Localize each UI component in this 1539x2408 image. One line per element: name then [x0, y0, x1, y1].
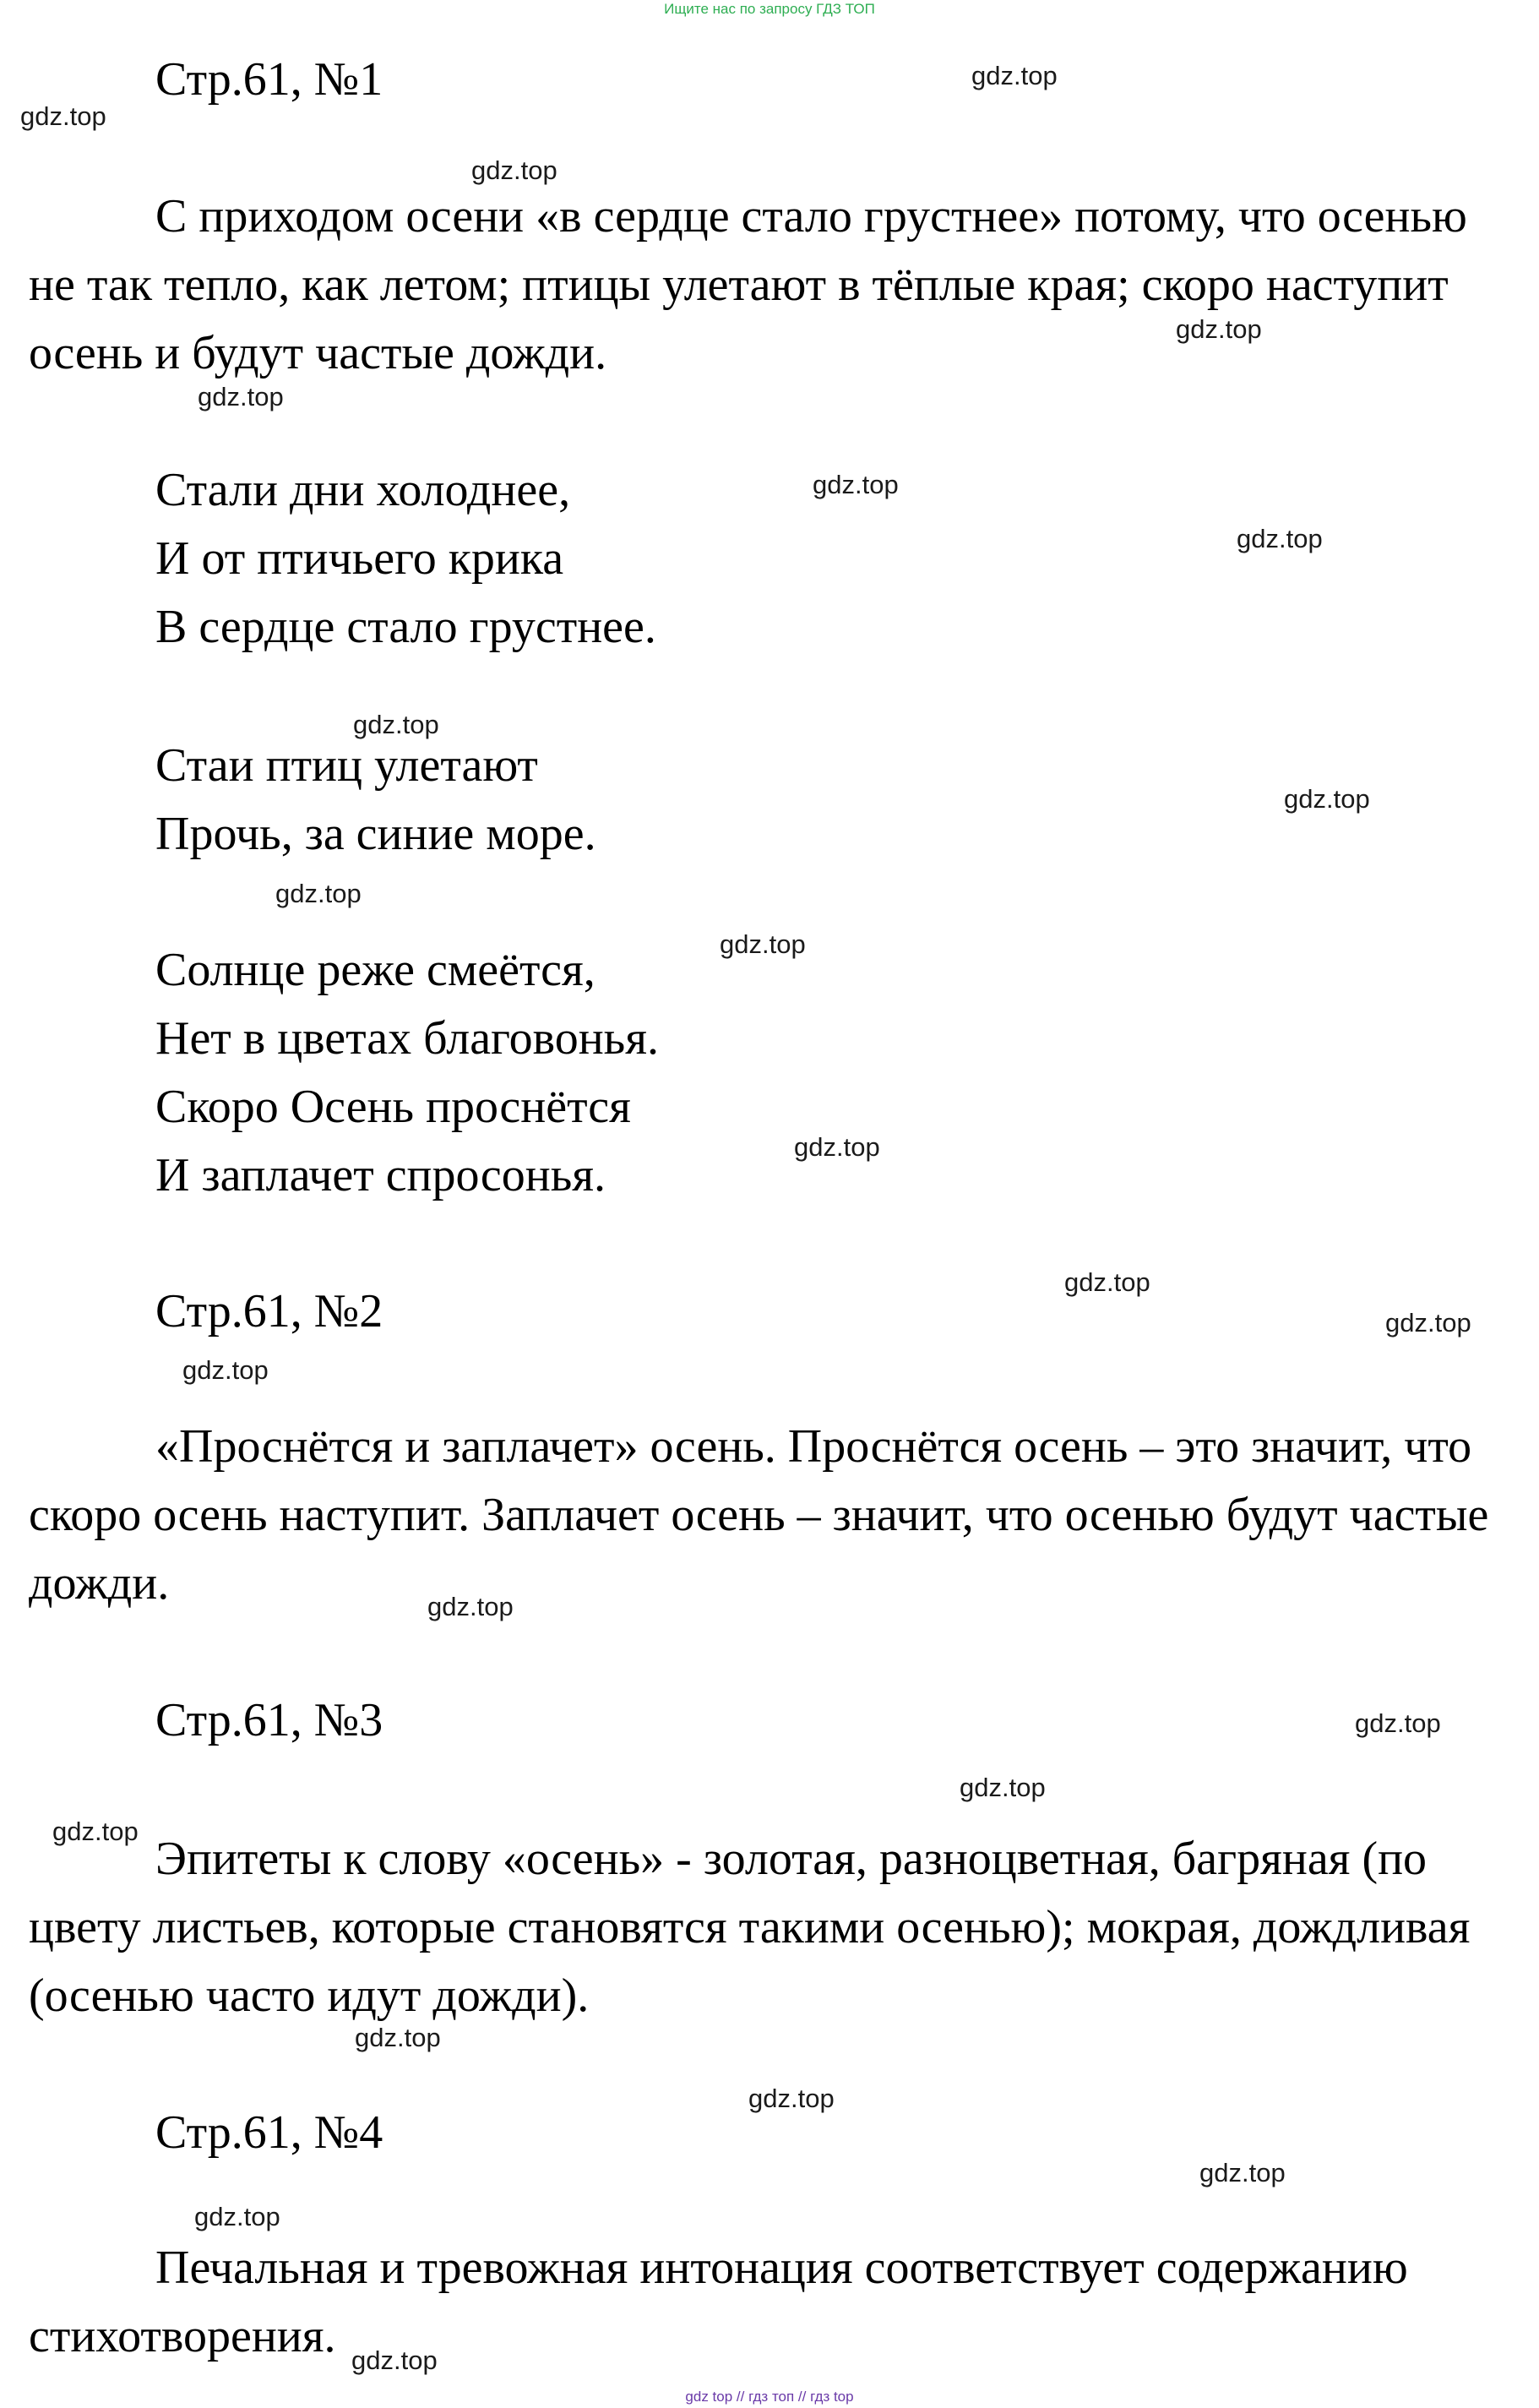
watermark: gdz.top [1199, 2158, 1286, 2187]
watermark: gdz.top [748, 2084, 835, 2113]
watermark: gdz.top [353, 710, 439, 739]
watermark: gdz.top [182, 1355, 269, 1385]
poem-line: Скоро Осень проснётся [155, 1081, 631, 1133]
watermark: gdz.top [52, 1817, 139, 1846]
section-2-heading: Стр.61, №2 [155, 1285, 383, 1337]
poem-line: Солнце реже смеётся, [155, 944, 595, 996]
poem-stanza-1 [155, 456, 656, 662]
poem-line: Стаи птиц улетают [155, 739, 538, 792]
watermark: gdz.top [960, 1773, 1046, 1802]
watermark: gdz.top [1284, 784, 1370, 814]
watermark: gdz.top [471, 155, 557, 185]
poem-line: В сердце стало грустнее. [155, 601, 656, 653]
poem-line: Нет в цветах благовонья. [155, 1012, 659, 1065]
section-3-heading: Стр.61, №3 [155, 1694, 383, 1746]
poem-stanza-2 [155, 732, 596, 869]
watermark: gdz.top [355, 2023, 441, 2052]
section-2-answer: «Проснётся и заплачет» осень. Проснётся осень – это значит, что скоро осень наступит. Заплачет осень – значит, что осенью будут частые дожди. [29, 1420, 1489, 1610]
watermark: gdz.top [1176, 314, 1262, 344]
section-1-answer: С приходом осени «в сердце стало грустнее» потому, что осенью не так тепло, как летом; птицы улетают в тёплые края; скоро наступит осень и будут частые дожди. [29, 190, 1467, 379]
footer-links[interactable]: gdz top // гдз топ // гдз top [685, 2389, 854, 2405]
watermark: gdz.top [351, 2345, 438, 2375]
watermark: gdz.top [813, 470, 899, 499]
watermark: gdz.top [720, 929, 806, 959]
watermark: gdz.top [198, 382, 284, 411]
search-banner[interactable]: Ищите нас по запросу ГДЗ ТОП [664, 1, 875, 17]
watermark: gdz.top [794, 1132, 880, 1162]
watermark: gdz.top [1385, 1308, 1471, 1337]
watermark: gdz.top [1355, 1708, 1441, 1738]
watermark: gdz.top [275, 879, 362, 908]
section-3-answer: Эпитеты к слову «осень» - золотая, разноцветная, багряная (по цвету листьев, которые становятся такими осенью); мокрая, дождливая (осенью часто идут дожди). [29, 1833, 1471, 2022]
watermark: gdz.top [427, 1592, 514, 1621]
poem-line: И заплачет спросонья. [155, 1149, 606, 1201]
poem-line: И от птичьего крика [155, 532, 564, 585]
section-4-heading: Стр.61, №4 [155, 2106, 383, 2159]
watermark: gdz.top [20, 101, 106, 131]
watermark: gdz.top [1064, 1267, 1150, 1297]
poem-line: Стали дни холоднее, [155, 464, 571, 516]
poem-stanza-3 [155, 936, 659, 1210]
watermark: gdz.top [1237, 524, 1323, 553]
section-4-answer: Печальная и тревожная интонация соответствует содержанию стихотворения. [29, 2242, 1408, 2362]
watermark: gdz.top [971, 61, 1058, 90]
poem-line: Прочь, за синие море. [155, 808, 596, 860]
section-1-heading: Стр.61, №1 [155, 53, 383, 106]
watermark: gdz.top [194, 2202, 280, 2231]
